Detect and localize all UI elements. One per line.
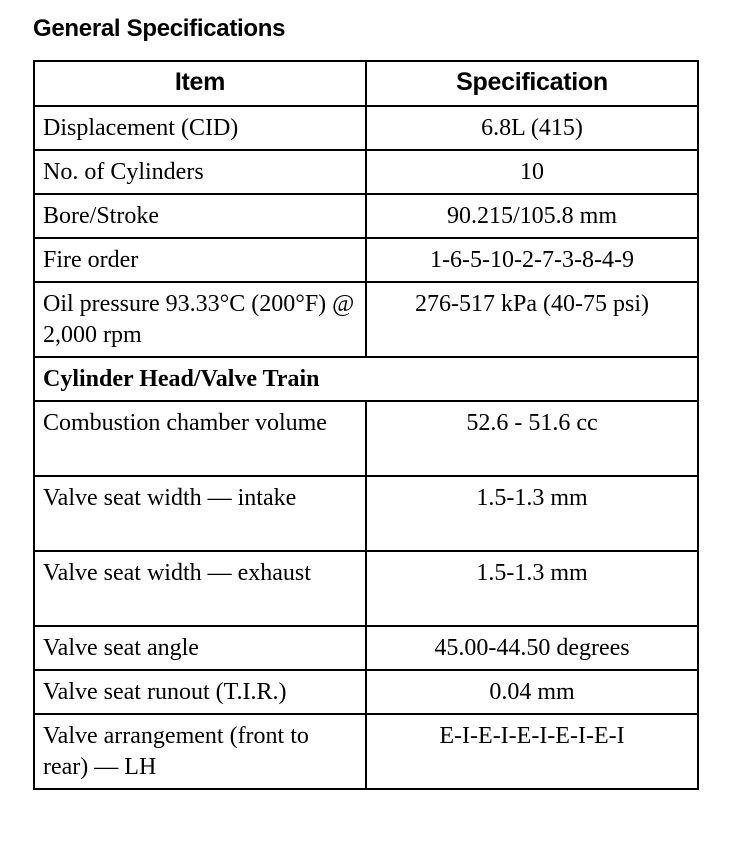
- column-header-item: Item: [34, 61, 366, 106]
- specifications-table: [33, 60, 699, 790]
- table-row: [34, 476, 698, 551]
- row-spec: 6.8L (415): [366, 106, 698, 150]
- row-item: Valve seat angle: [34, 626, 366, 670]
- table-row: [34, 150, 698, 194]
- row-spec: 1.5-1.3 mm: [366, 551, 698, 626]
- row-item: Valve seat width — intake: [34, 476, 366, 551]
- table-row: [34, 194, 698, 238]
- section-heading: Cylinder Head/Valve Train: [34, 357, 698, 401]
- table-row: [34, 282, 698, 357]
- section-heading-row: [34, 357, 698, 401]
- row-item: Valve arrangement (front to rear) — LH: [34, 714, 366, 789]
- table-row: [34, 714, 698, 789]
- table-row: [34, 401, 698, 476]
- row-spec: 276-517 kPa (40-75 psi): [366, 282, 698, 357]
- row-spec: 1.5-1.3 mm: [366, 476, 698, 551]
- row-item: No. of Cylinders: [34, 150, 366, 194]
- row-item: Displacement (CID): [34, 106, 366, 150]
- row-item: Valve seat runout (T.I.R.): [34, 670, 366, 714]
- row-spec: 10: [366, 150, 698, 194]
- column-header-specification: Specification: [366, 61, 698, 106]
- row-item: Bore/Stroke: [34, 194, 366, 238]
- table-row: [34, 626, 698, 670]
- page-title: General Specifications: [33, 15, 286, 42]
- table-row: [34, 670, 698, 714]
- row-item: Valve seat width — exhaust: [34, 551, 366, 626]
- table-row: [34, 238, 698, 282]
- row-item: Oil pressure 93.33°C (200°F) @ 2,000 rpm: [34, 282, 366, 357]
- row-spec: 90.215/105.8 mm: [366, 194, 698, 238]
- row-spec: 0.04 mm: [366, 670, 698, 714]
- row-item: Fire order: [34, 238, 366, 282]
- row-item: Combustion chamber volume: [34, 401, 366, 476]
- table-row: [34, 551, 698, 626]
- row-spec: 52.6 - 51.6 cc: [366, 401, 698, 476]
- row-spec: 45.00-44.50 degrees: [366, 626, 698, 670]
- row-spec: E-I-E-I-E-I-E-I-E-I: [366, 714, 698, 789]
- table-row: [34, 106, 698, 150]
- row-spec: 1-6-5-10-2-7-3-8-4-9: [366, 238, 698, 282]
- table-header-row: [34, 61, 698, 106]
